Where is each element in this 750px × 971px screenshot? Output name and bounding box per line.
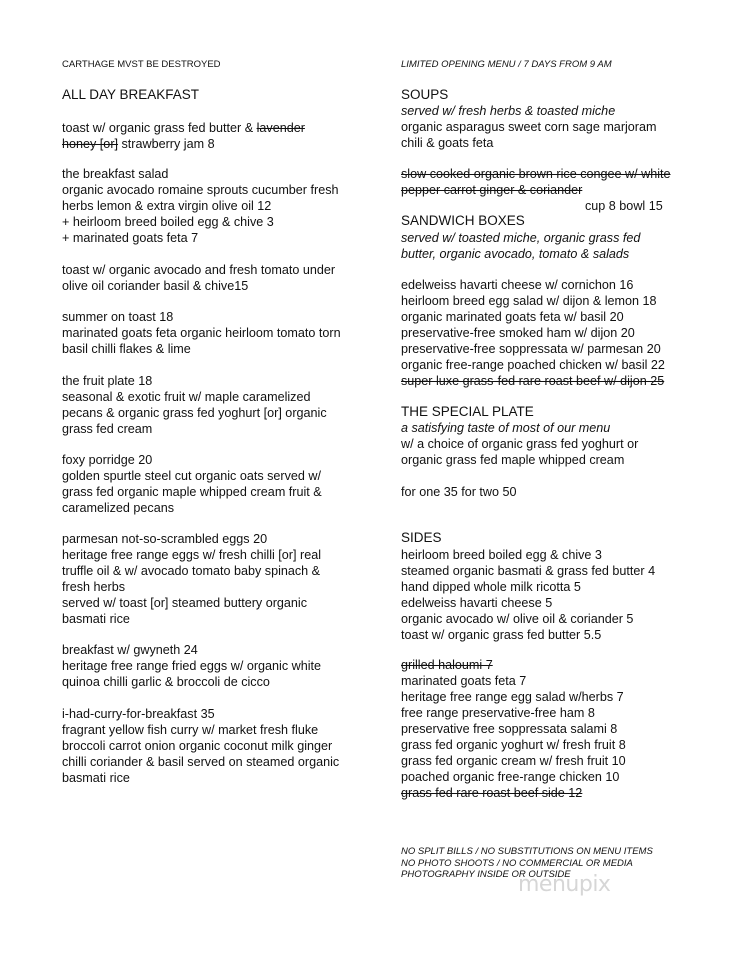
side-item-struck: grilled haloumi 7 (401, 658, 493, 672)
congee-struck: slow cooked organic brown rice congee w/ white (401, 167, 671, 181)
side-item: preservative free soppressata salami 8 (401, 722, 618, 736)
gwyneth-title: breakfast w/ gwyneth 24 (62, 643, 198, 657)
porridge-title: foxy porridge 20 (62, 453, 153, 467)
salad-desc: organic avocado romaine sprouts cucumber fresh (62, 183, 339, 197)
side-item: poached organic free-range chicken 10 (401, 770, 620, 784)
toast-line-2: honey [or] strawberry jam 8 (62, 137, 215, 151)
fruit-desc: seasonal & exotic fruit w/ maple caramelized (62, 390, 311, 404)
salad-desc: herbs lemon & extra virgin olive oil 12 (62, 199, 272, 213)
side-item: free range preservative-free ham 8 (401, 706, 595, 720)
tagline-right: LIMITED OPENING MENU / 7 DAYS FROM 9 AM (401, 59, 612, 70)
soup-price: cup 8 bowl 15 (585, 199, 663, 213)
eggs-desc: basmati rice (62, 612, 130, 626)
avocado-toast: toast w/ organic avocado and fresh tomato under (62, 263, 336, 277)
curry-desc: basmati rice (62, 771, 130, 785)
soups-note: served w/ fresh herbs & toasted miche (401, 104, 616, 118)
eggs-desc: truffle oil & w/ avocado tomato baby spinach & (62, 564, 321, 578)
policy-note: NO SPLIT BILLS / NO SUBSTITUTIONS ON MENU ITEMS (401, 846, 653, 857)
curry-title: i-had-curry-for-breakfast 35 (62, 707, 215, 721)
side-item: toast w/ organic grass fed butter 5.5 (401, 628, 602, 642)
salad-title: the breakfast salad (62, 167, 169, 181)
sandwich-item: edelweiss havarti cheese w/ cornichon 16 (401, 278, 634, 292)
sandwich-note: served w/ toasted miche, organic grass fed (401, 231, 641, 245)
tagline-left: CARTHAGE MVST BE DESTROYED (62, 59, 221, 70)
soup-item: chili & goats feta (401, 136, 494, 150)
side-item: heritage free range egg salad w/herbs 7 (401, 690, 624, 704)
side-item: edelweiss havarti cheese 5 (401, 596, 553, 610)
sandwich-note: butter, organic avocado, tomato & salads (401, 247, 630, 261)
special-note: a satisfying taste of most of our menu (401, 421, 611, 435)
sandwich-item: preservative-free soppressata w/ parmesan 20 (401, 342, 661, 356)
side-item-struck: grass fed rare roast beef side 12 (401, 786, 583, 800)
sandwich-item-struck: super luxe grass-fed rare roast beef w/ dijon 25 (401, 374, 665, 388)
porridge-desc: caramelized pecans (62, 501, 175, 515)
eggs-desc: fresh herbs (62, 580, 125, 594)
breakfast-heading: ALL DAY BREAKFAST (62, 87, 200, 102)
porridge-desc: grass fed organic maple whipped cream fruit & (62, 485, 322, 499)
curry-desc: chilli coriander & basil served on steamed organic (62, 755, 340, 769)
salad-addon: + marinated goats feta 7 (62, 231, 199, 245)
sides-heading: SIDES (401, 530, 442, 545)
gwyneth-desc: quinoa chilli garlic & broccoli de cicco (62, 675, 270, 689)
gwyneth-desc: heritage free range fried eggs w/ organic white (62, 659, 322, 673)
side-item: hand dipped whole milk ricotta 5 (401, 580, 581, 594)
eggs-title: parmesan not-so-scrambled eggs 20 (62, 532, 268, 546)
toast-line-1: toast w/ organic grass fed butter & lavender (62, 121, 305, 135)
sandwich-item: organic marinated goats feta w/ basil 20 (401, 310, 624, 324)
salad-addon: + heirloom breed boiled egg & chive 3 (62, 215, 274, 229)
fruit-desc: pecans & organic grass fed yoghurt [or] organic (62, 406, 327, 420)
curry-desc: broccoli carrot onion organic coconut milk ginger (62, 739, 333, 753)
sandwich-item: organic free-range poached chicken w/ basil 22 (401, 358, 665, 372)
congee-struck: pepper carrot ginger & coriander (401, 183, 583, 197)
porridge-desc: golden spurtle steel cut organic oats served w/ (62, 469, 322, 483)
special-heading: THE SPECIAL PLATE (401, 404, 534, 419)
avocado-toast: olive oil coriander basil & chive15 (62, 279, 249, 293)
side-item: steamed organic basmati & grass fed butter 4 (401, 564, 656, 578)
soup-item: organic asparagus sweet corn sage marjoram (401, 120, 657, 134)
summer-desc: marinated goats feta organic heirloom tomato torn (62, 326, 341, 340)
side-item: organic avocado w/ olive oil & coriander 5 (401, 612, 634, 626)
special-desc: organic grass fed maple whipped cream (401, 453, 625, 467)
special-desc: w/ a choice of organic grass fed yoghurt or (401, 437, 639, 451)
sandwich-heading: SANDWICH BOXES (401, 213, 525, 228)
menupix-watermark: menupix (518, 872, 611, 897)
side-item: grass fed organic cream w/ fresh fruit 10 (401, 754, 626, 768)
sandwich-item: heirloom breed egg salad w/ dijon & lemon 18 (401, 294, 657, 308)
policy-note: NO PHOTO SHOOTS / NO COMMERCIAL OR MEDIA (401, 857, 633, 869)
special-price: for one 35 for two 50 (401, 485, 517, 499)
side-item: heirloom breed boiled egg & chive 3 (401, 548, 602, 562)
soups-heading: SOUPS (401, 87, 449, 102)
eggs-desc: served w/ toast [or] steamed buttery organic (62, 596, 307, 610)
policy-note: PHOTOGRAPHY INSIDE OR OUTSIDE (401, 869, 571, 880)
curry-desc: fragrant yellow fish curry w/ market fresh fluke (62, 723, 319, 737)
fruit-desc: grass fed cream (62, 422, 153, 436)
side-item: grass fed organic yoghurt w/ fresh fruit 8 (401, 738, 626, 752)
summer-desc: basil chilli flakes & lime (62, 342, 191, 356)
eggs-desc: heritage free range eggs w/ fresh chilli [or] real (62, 548, 322, 562)
sandwich-item: preservative-free smoked ham w/ dijon 20 (401, 326, 635, 340)
summer-title: summer on toast 18 (62, 310, 174, 324)
side-item: marinated goats feta 7 (401, 674, 527, 688)
fruit-title: the fruit plate 18 (62, 374, 153, 388)
